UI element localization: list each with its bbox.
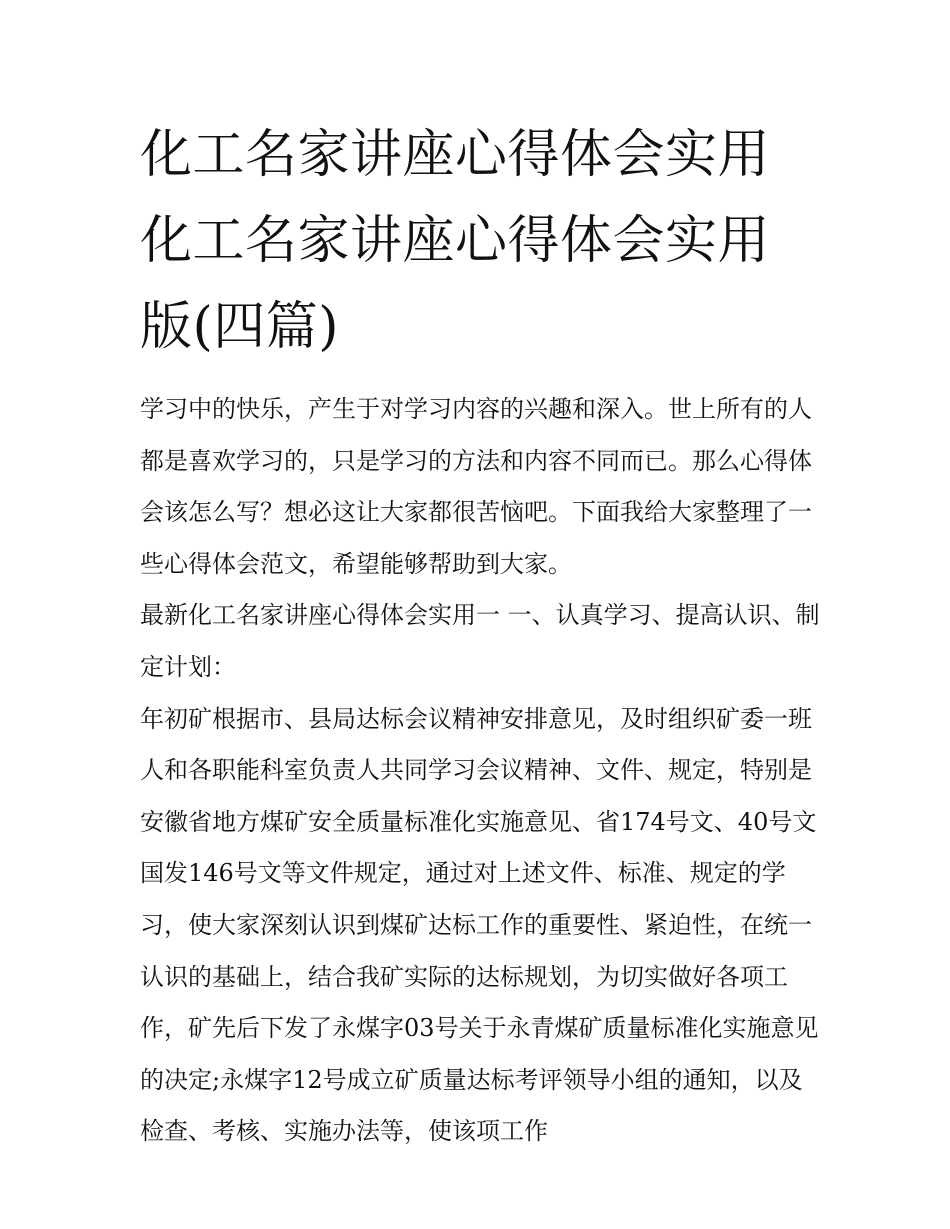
intro-paragraph: 学习中的快乐，产生于对学习内容的兴趣和深入。世上所有的人都是喜欢学习的，只是学习的方法和内容不同而已。那么心得体会该怎么写？想必这让大家都很苦恼吧。下面我给大家整理了一些心得体会范文，希望能够帮助到大家。	[140, 395, 812, 578]
body-paragraph: 年初矿根据市、县局达标会议精神安排意见，及时组织矿委一班人和各职能科室负责人共同学习会议精神、文件、规定，特别是安徽省地方煤矿安全质量标准化实施意见、省174号文、40号文国发146号文等文件规定，通过对上述文件、标准、规定的学习，使大家深刻认识到煤矿达标工作的重要性、紧迫性，在统一认识的基础上，结合我矿实际的达标规划，为切实做好各项工作，矿先后下发了永煤字03号关于永青煤矿质量标准化实施意见的决定;永煤字12号成立矿质量达标考评领导小组的通知，以及检查、考核、实施办法等，使该项工作	[140, 704, 819, 1146]
document-body	[140, 112, 820, 1158]
document-title: 化工名家讲座心得体会实用 化工名家讲座心得体会实用版(四篇)	[140, 125, 771, 357]
section-heading-paragraph: 最新化工名家讲座心得体会实用一 一、认真学习、提高认识、制定计划：	[140, 601, 820, 681]
